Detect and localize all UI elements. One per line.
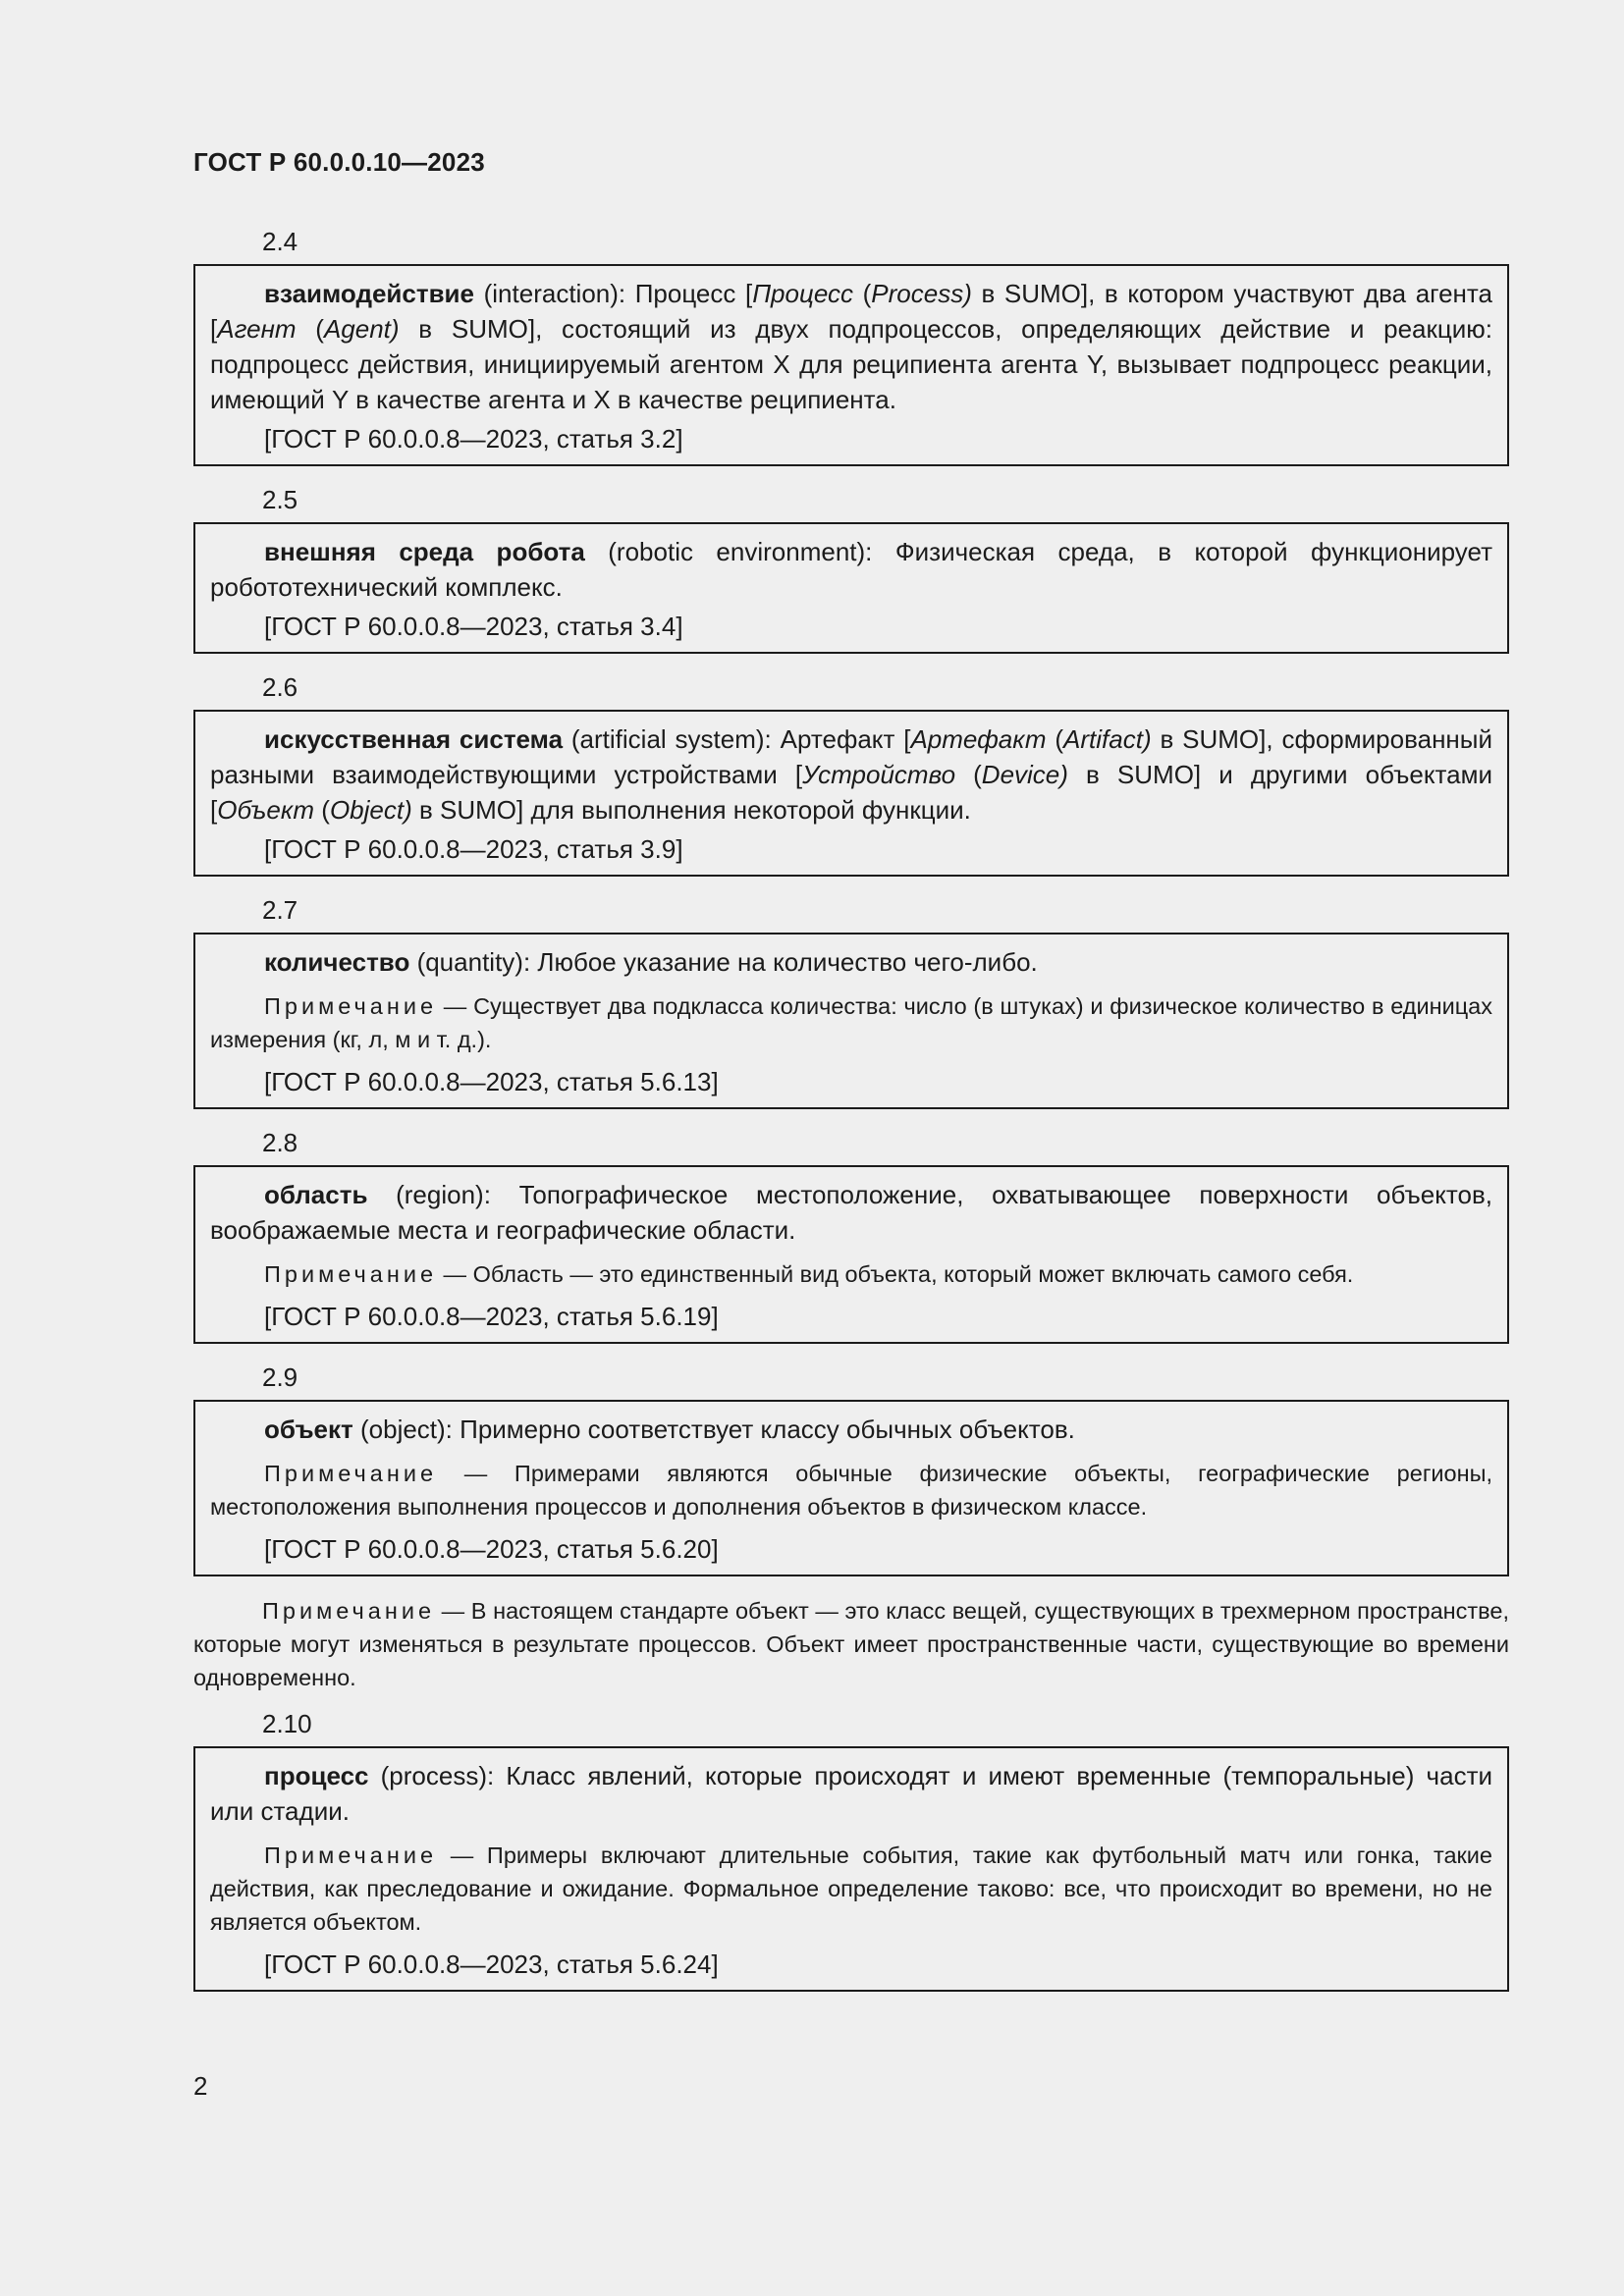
term-definition: внешняя среда робота (robotic environment): Физическая среда, в которой функционирует робототехнический комплекс. — [210, 537, 1492, 602]
terms-list — [193, 222, 1509, 2005]
term-note: Примечание — Примеры включают длительные события, такие как футбольный матч или гонка, такие действия, как преследование и ожидание. Формальное определение таково: все, что происходит во времени, но не является объектом. — [210, 1842, 1492, 1935]
term-note: Примечание — Примерами являются обычные физические объекты, географические регионы, местоположения выполнения процессов и дополнения объектов в физическом классе. — [210, 1461, 1492, 1520]
note-label: Примечание — [264, 1261, 438, 1287]
term-source: [ГОСТ Р 60.0.0.8—2023, статья 5.6.13] — [264, 1067, 719, 1096]
term-definition: область (region): Топографическое местоположение, охватывающее поверхности объектов, воображаемые места и географические области. — [210, 1180, 1492, 1245]
standard-note: Примечание — В настоящем стандарте объект — это класс вещей, существующих в трехмерном пространстве, которые могут изменяться в результате процессов. Объект имеет пространственные части, существующие во времени одновременно. — [193, 1598, 1509, 1690]
term-definition: искусственная система (artificial system): Артефакт [Артефакт (Artifact) в SUMO], сформированный разными взаимодействующими устройствами [Устройство (Device) в SUMO] и другими объектами [Объект (Object) в SUMO] для выполнения некоторой функции. — [210, 724, 1492, 825]
term-number: 2.5 — [262, 485, 298, 514]
term-entry-object — [193, 1400, 1509, 1576]
term-entry-artificial-system — [193, 710, 1509, 877]
term-definition: количество (quantity): Любое указание на количество чего-либо. — [264, 947, 1038, 977]
term-number: 2.4 — [262, 227, 298, 256]
term-definition: взаимодействие (interaction): Процесс [Процесс (Process) в SUMO], в котором участвуют два агента [Агент (Agent) в SUMO], состоящий из двух подпроцессов, определяющих действие и реакцию: подпроцесс действия, инициируемый агентом X для реципиента агента Y, вызывает подпроцесс реакции, имеющий Y в качестве агента и X в качестве реципиента. — [210, 279, 1492, 414]
term-entry-quantity — [193, 933, 1509, 1109]
term-source: [ГОСТ Р 60.0.0.8—2023, статья 5.6.19] — [264, 1302, 719, 1331]
note-label: Примечание — [264, 1842, 438, 1868]
term-name: процесс — [264, 1761, 369, 1790]
term-name: взаимодействие — [264, 279, 475, 308]
term-number: 2.8 — [262, 1128, 298, 1157]
note-label: Примечание — [262, 1598, 436, 1624]
term-entry-robotic-environment — [193, 522, 1509, 654]
term-note: Примечание — Область — это единственный вид объекта, который может включать самого себя. — [264, 1261, 1354, 1287]
term-source: [ГОСТ Р 60.0.0.8—2023, статья 3.4] — [264, 612, 683, 641]
term-source: [ГОСТ Р 60.0.0.8—2023, статья 3.2] — [264, 424, 683, 454]
page-number: 2 — [193, 2071, 208, 2101]
term-definition: объект (object): Примерно соответствует классу обычных объектов. — [264, 1415, 1075, 1444]
note-label: Примечание — [264, 993, 438, 1019]
term-name: область — [264, 1180, 368, 1209]
term-entry-interaction — [193, 264, 1509, 466]
term-number: 2.6 — [262, 672, 298, 702]
term-source: [ГОСТ Р 60.0.0.8—2023, статья 5.6.20] — [264, 1534, 719, 1564]
term-entry-region — [193, 1165, 1509, 1344]
note-label: Примечание — [264, 1461, 438, 1486]
term-name: искусственная система — [264, 724, 564, 754]
term-definition: процесс (process): Класс явлений, которые происходят и имеют временные (темпоральные) части или стадии. — [210, 1761, 1492, 1826]
term-name: количество — [264, 947, 410, 977]
term-source: [ГОСТ Р 60.0.0.8—2023, статья 5.6.24] — [264, 1949, 719, 1979]
term-source: [ГОСТ Р 60.0.0.8—2023, статья 3.9] — [264, 834, 683, 864]
term-number: 2.7 — [262, 895, 298, 925]
term-number: 2.10 — [262, 1709, 312, 1738]
term-name: объект — [264, 1415, 353, 1444]
term-number: 2.9 — [262, 1362, 298, 1392]
term-name: внешняя среда робота — [264, 537, 585, 566]
document-header: ГОСТ Р 60.0.0.10—2023 — [193, 147, 485, 177]
term-entry-process — [193, 1746, 1509, 1992]
term-note: Примечание — Существует два подкласса количества: число (в штуках) и физическое количество в единицах измерения (кг, л, м и т. д.). — [210, 993, 1492, 1052]
